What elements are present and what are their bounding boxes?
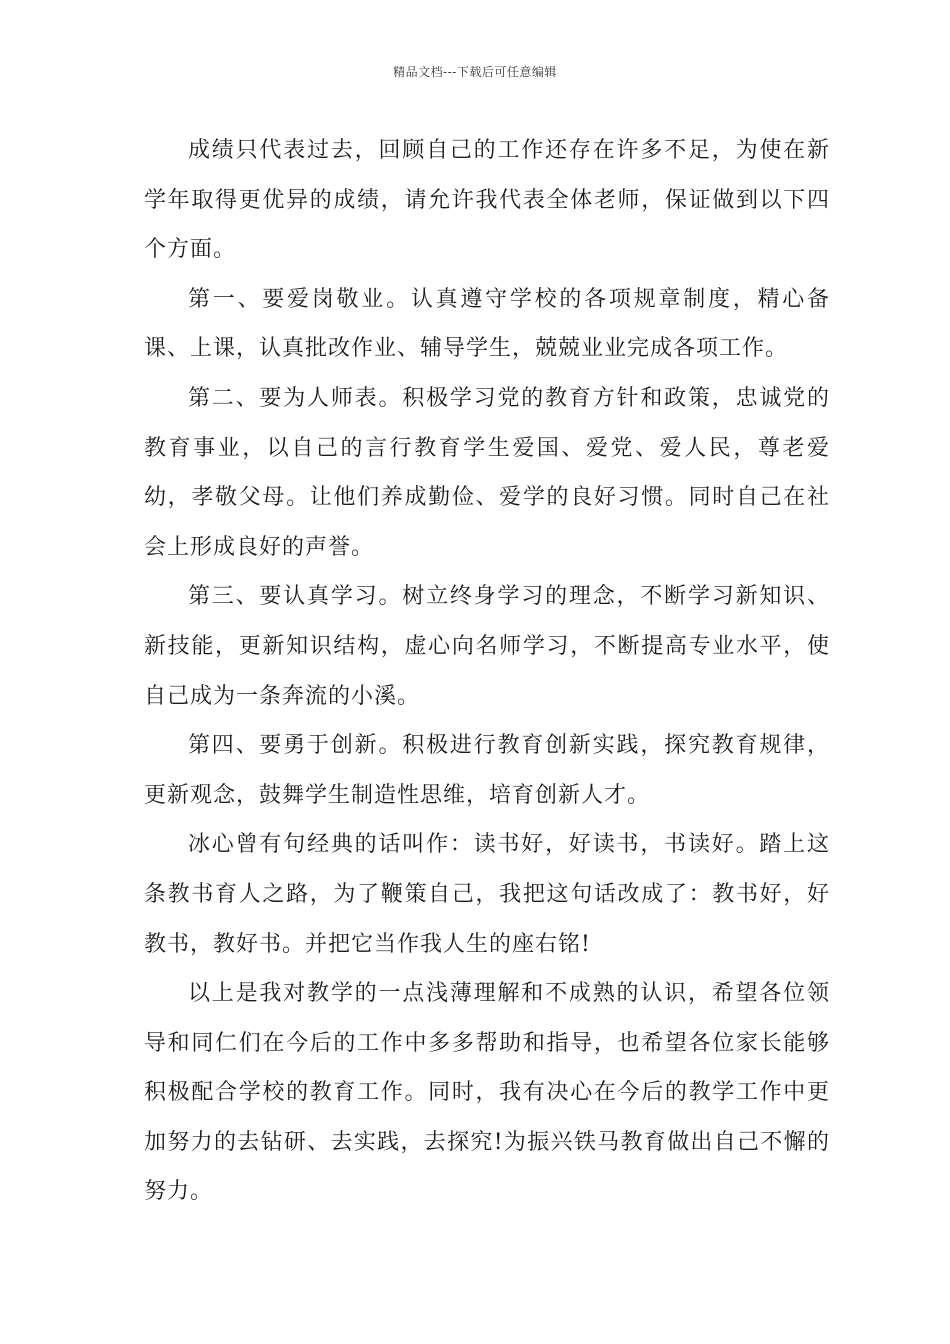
paragraph-point-one: 第一、要爱岗敬业。认真遵守学校的各项规章制度，精心备课、上课，认真批改作业、辅导学生，兢兢业业完成各项工作。 bbox=[144, 286, 830, 362]
paragraph-closing: 以上是我对教学的一点浅薄理解和不成熟的认识，希望各位领导和同仁们在今后的工作中多多帮助和指导，也希望各位家长能够积极配合学校的教育工作。同时，我有决心在今后的教学工作中更加努力的去钻研、去实践，去探究!为振兴铁马教育做出自己不懈的努力。 bbox=[144, 981, 830, 1205]
paragraph-point-two: 第二、要为人师表。积极学习党的教育方针和政策，忠诚党的教育事业，以自己的言行教育学生爱国、爱党、爱人民，尊老爱幼，孝敬父母。让他们养成勤俭、爱学的良好习惯。同时自己在社会上形成良好的声誉。 bbox=[144, 385, 830, 560]
paragraph-point-four: 第四、要勇于创新。积极进行教育创新实践，探究教育规律，更新观念，鼓舞学生制造性思维，培育创新人才。 bbox=[144, 733, 830, 808]
paragraph-summary: 成绩只代表过去，回顾自己的工作还存在许多不足，为使在新学年取得更优异的成绩，请允许我代表全体老师，保证做到以下四个方面。 bbox=[144, 138, 830, 263]
paragraph-point-three: 第三、要认真学习。树立终身学习的理念，不断学习新知识、新技能，更新知识结构，虚心向名师学习，不断提高专业水平，使自己成为一条奔流的小溪。 bbox=[144, 584, 830, 709]
paragraph-motto: 冰心曾有句经典的话叫作：读书好，好读书，书读好。踏上这条教书育人之路，为了鞭策自己，我把这句话改成了：教书好，好教书，教好书。并把它当作我人生的座右铭! bbox=[144, 832, 830, 957]
document-body bbox=[144, 126, 830, 1217]
page-header: 精品文档---下载后可任意编辑 bbox=[393, 65, 557, 79]
